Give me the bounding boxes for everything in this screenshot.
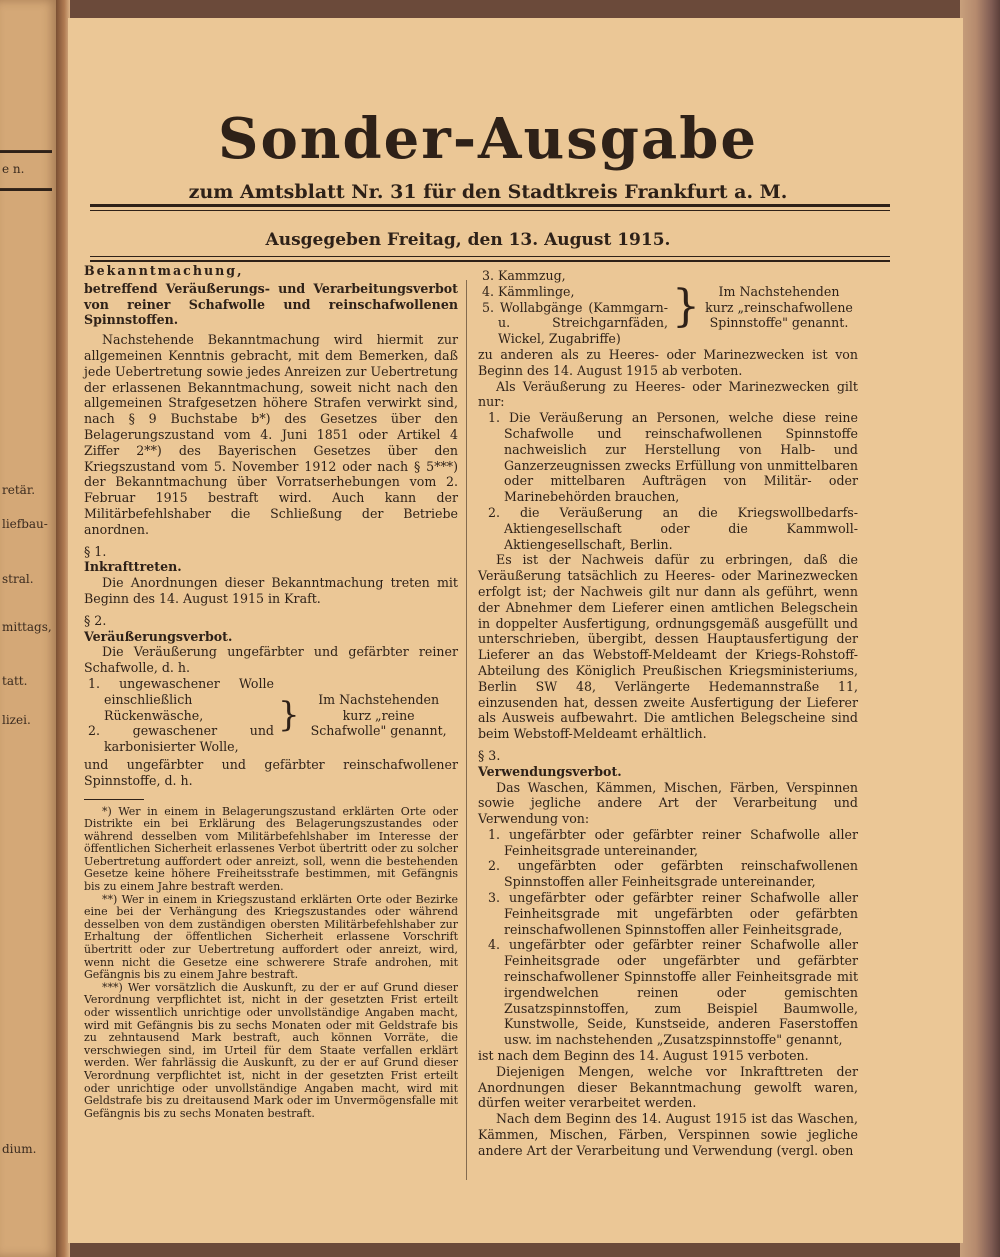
list-item: 2. die Veräußerung an die Kriegswollbedarfs-Aktiengesellschaft oder die Kammwoll-Aktiengesellschaft, Berlin. bbox=[488, 504, 858, 552]
paragraph: Nach dem Beginn des 14. August 1915 ist das Waschen, Kämmen, Mischen, Färben, Verspinnen sowie jegliche andere Art der Verarbeitung und Verwendung (vergl. oben bbox=[478, 1111, 858, 1158]
section-1-title: Inkrafttreten. bbox=[84, 559, 182, 575]
paragraph: Diejenigen Mengen, welche vor Inkrafttreten der Anordnungen dieser Bekanntmachung gewolft waren, dürfen weiter verarbeitet werden. bbox=[478, 1063, 858, 1111]
footnote-rule bbox=[84, 799, 144, 800]
paragraph: ist nach dem Beginn des 14. August 1915 verboten. bbox=[478, 1048, 809, 1064]
page-edge bbox=[960, 0, 1000, 1257]
masthead-rule bbox=[90, 204, 890, 207]
left-fragment: e n. bbox=[2, 162, 25, 176]
list-item: 2. ungefärbten oder gefärbten reinschafwollenen Spinnstoffen aller Feinheitsgrade untereinander, bbox=[488, 858, 858, 890]
section-2-list bbox=[84, 676, 458, 755]
brace-note: Im Nachstehenden kurz „reinschafwollene Spinnstoffe" genannt. bbox=[705, 283, 853, 331]
footnote-1: *) Wer in einem in Belagerungszustand erklärten Orte oder Distrikte ein bei Erklärung des Belagerungszustandes oder während desselben vom Militärbefehlshaber im Interesse der öffentlichen Sicherheit erlassenes Verbot übertritt oder zu solcher Uebertretung auffordert oder anreizt, soll, wenn die bestehenden Gesetze keine höhere Freiheitsstrafe bestimmen, mit Gefängnis bis zu einem Jahre bestraft werden. bbox=[84, 804, 458, 894]
footnote-2: **) Wer in einem in Kriegszustand erklärten Orte oder Bezirke eine bei der Verhängung des Kriegszustandes oder während desselben von dem zuständigen obersten Militärbefehlshaber zur Erhaltung der öffentlichen Sicherheit erlassene Vorschrift übertritt oder zur Uebertretung auffordert oder anreizt, wird, wenn nicht die Gesetze eine schwerere Strafe androhen, mit Gefängnis bis zu einem Jahre bestraft. bbox=[84, 892, 458, 982]
left-fragment: dium. bbox=[2, 1142, 37, 1156]
section-2-text: Die Veräußerung ungefärbter und gefärbter reiner Schafwolle, d. h. bbox=[84, 644, 458, 676]
brace-note: Im Nachstehenden kurz „reine Schafwolle" genannt, bbox=[310, 691, 447, 739]
dateline-rule bbox=[90, 256, 890, 257]
paragraph: Als Veräußerung zu Heeres- oder Marinezwecken gilt nur: bbox=[478, 378, 858, 410]
masthead-subtitle: zum Amtsblatt Nr. 31 für den Stadtkreis Frankfurt a. M. bbox=[188, 181, 788, 203]
list-item: 4. Kämmlinge, bbox=[482, 283, 575, 299]
list-item: 2. gewaschener und karbonisierter Wolle, bbox=[88, 723, 274, 755]
section-2-text-2: und ungefärbter und gefärbter reinschafwollener Spinnstoffe, d. h. bbox=[84, 756, 458, 788]
section-1-number: § 1. bbox=[84, 543, 107, 559]
list-item: 1. Die Veräußerung an Personen, welche diese reine Schafwolle und reinschafwollenen Spinnstoffe nachweislich zur Herstellung von Halb- und Ganzerzeugnissen zwecks Erfüllung von unmittelbaren oder mittelbaren Aufträgen von Militär- oder Marinebehörden brauchen, bbox=[488, 410, 858, 505]
paragraph: Das Waschen, Kämmen, Mischen, Färben, Verspinnen sowie jegliche andere Art der Verarbeitung und Verwendung von: bbox=[478, 779, 858, 827]
left-page-fragment bbox=[0, 0, 58, 1257]
list-item: 3. Kammzug, bbox=[482, 268, 566, 283]
list-item: 4. ungefärbter oder gefärbter reiner Schafwolle aller Feinheitsgrade oder ungefärbter und gefärbter reinschafwollener Spinnstoffe aller Feinheitsgrade mit irgendwelchen reinen oder gemischten Zusatzspinnstoffen, zum Beispiel Baumwolle, Kunstwolle, Seide, Kunstseide, anderen Faserstoffen usw. im nachstehenden „Zusatzspinnstoffe" genannt, bbox=[488, 937, 858, 1048]
list-item: 1. ungewaschener Wolle einschließlich Rückenwäsche, bbox=[88, 675, 274, 723]
paragraph: zu anderen als zu Heeres- oder Marinezwecken ist von Beginn des 14. August 1915 ab verboten. bbox=[478, 346, 858, 378]
paragraph: Es ist der Nachweis dafür zu erbringen, daß die Veräußerung tatsächlich zu Heeres- oder Marinezwecken erfolgt ist; der Nachweis gilt nur dann als geführt, wenn der Abnehmer dem Lieferer einen amtlichen Belegschein in doppelter Ausfertigung, ordnungsgemäß ausgefüllt und unterschrieben, übergibt, dessen Hauptausfertigung der Lieferer an das Webstoff-Meldeamt der Kriegs-Rohstoff-Abteilung des Königlich Preußischen Kriegsministeriums, Berlin SW 48, Verlängerte Hedemannstraße 11, einzusenden hat, dessen zweite Ausfertigung der Lieferer als Ausweis aufbewahrt. Die amtlichen Belegscheine sind beim Webstoff-Meldeamt erhältlich. bbox=[478, 552, 858, 742]
dateline-rule-thick bbox=[90, 260, 890, 262]
dateline: Ausgegeben Freitag, den 13. August 1915. bbox=[265, 230, 671, 250]
section-2-number: § 2. bbox=[84, 612, 107, 628]
left-fragment: liefbau- bbox=[2, 517, 48, 531]
masthead-rule-thin bbox=[90, 210, 890, 211]
column-separator bbox=[466, 280, 467, 1180]
section-3-title: Verwendungsverbot. bbox=[478, 763, 622, 779]
brace-glyph: } bbox=[672, 281, 700, 333]
footnote-3: ***) Wer vorsätzlich die Auskunft, zu der er auf Grund dieser Verordnung verpflichtet ist, nicht in der gesetzten Frist erteilt oder wissentlich unrichtige oder unvollständige Angaben macht, wird mit Gefängnis bis zu sechs Monaten oder mit Geldstrafe bis zu zehntausend Mark bestraft, auch können Vorräte, die verschwiegen sind, im Urteil für dem Staate verfallen erklärt werden. Wer fahrlässig die Auskunft, zu der er auf Grund dieser Verordnung verpflichtet ist, nicht in der gesetzten Frist erteilt oder unrichtige oder unvollständige Angaben macht, wird mit Geldstrafe bis zu dreitausend Mark oder im Unvermögensfalle mit Gefängnis bis zu sechs Monaten bestraft. bbox=[84, 980, 458, 1120]
brace-glyph: } bbox=[278, 695, 300, 736]
notice-intro: Nachstehende Bekanntmachung wird hiermit zur allgemeinen Kenntnis gebracht, mit dem Bemerken, daß jede Uebertretung sowie jedes Anreizen zur Uebertretung der erlassenen Bekanntmachung, soweit nicht nach den allgemeinen Strafgesetzen höhere Strafen verwirkt sind, nach § 9 Buchstabe b*) des Gesetzes über den Belagerungszustand vom 4. Juni 1851 oder Artikel 4 Ziffer 2**) des Bayerischen Gesetzes über den Kriegszustand vom 5. November 1912 oder nach § 5***) der Bekanntmachung über Vorratserhebungen vom 2. Februar 1915 bestraft wird. Auch kann der Militärbefehlshaber die Schließung der Betriebe anordnen. bbox=[84, 332, 458, 537]
list-item: 3. ungefärbter oder gefärbter reiner Schafwolle aller Feinheitsgrade mit ungefärbten oder gefärbten reinschafwollenen Spinnstoffen aller Feinheitsgrade, bbox=[488, 890, 858, 937]
list-item: 5. Wollabgänge (Kammgarn- u. Streichgarnfäden, Wickel, Zugabriffe) bbox=[482, 299, 668, 347]
left-fragment: stral. bbox=[2, 572, 34, 586]
newspaper-page bbox=[68, 18, 963, 1243]
section-2-list-continued bbox=[478, 268, 858, 347]
list-item: 1. ungefärbter oder gefärbter reiner Schafwolle aller Feinheitsgrade untereinander, bbox=[488, 826, 858, 858]
section-2-title: Veräußerungsverbot. bbox=[84, 628, 233, 644]
left-fragment: mittags, bbox=[2, 620, 52, 634]
notice-subtitle: betreffend Veräußerungs- und Verarbeitungsverbot von reiner Schafwolle und reinschafwollenen Spinnstoffen. bbox=[84, 280, 458, 328]
left-fragment: lizei. bbox=[2, 713, 31, 727]
masthead-title: Sonder-Ausgabe bbox=[218, 106, 758, 172]
left-fragment: retär. bbox=[2, 483, 36, 497]
notice-title: Bekanntmachung, bbox=[84, 263, 244, 278]
section-3-number: § 3. bbox=[478, 747, 501, 763]
left-fragment: tatt. bbox=[2, 674, 28, 688]
section-1-text: Die Anordnungen dieser Bekanntmachung treten mit Beginn des 14. August 1915 in Kraft. bbox=[84, 575, 458, 606]
left-column bbox=[84, 263, 458, 1120]
right-column bbox=[478, 268, 858, 1159]
